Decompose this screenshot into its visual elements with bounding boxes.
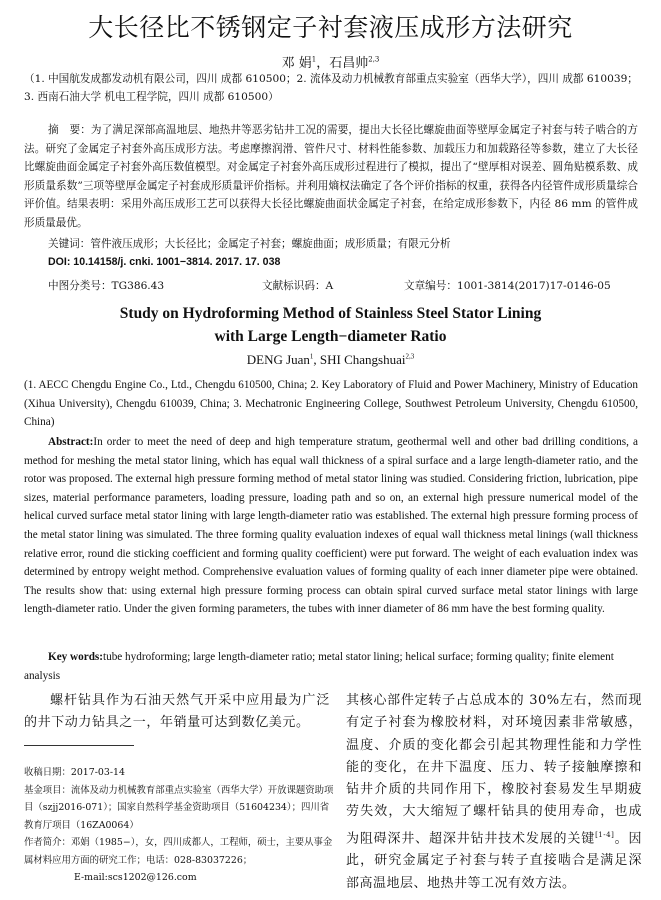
author-2: 石昌帅: [329, 56, 369, 71]
classification-number: 中图分类号：TG386.43: [48, 280, 165, 292]
english-title: [0, 302, 661, 348]
footnote-email: E-mail:scs1202@126.com: [74, 872, 197, 883]
author-2-affil: 2,3: [368, 55, 380, 64]
chinese-abstract-text: 为了满足深部高温地层、地热井等恶劣钻井工况的需要，提出大长径比螺旋曲面等壁厚金属定子衬套与转子啮合的方法。研究了金属定子衬套外高压成形方法。考虑摩擦润滑、管件尺寸、材料性能参数、加载压力和加载路径等参数，建立了大长径比螺旋曲面金属定子衬套外高压数值模型。对金属定子衬套外高压成形过程进行了模拟，提出了“壁厚相对误差、圆角贴模系数、成形质量系数”三项等壁厚金属定子衬套成形质量评价指标。并利用熵权法确定了各个评价指标的权重，获得各内径管件成形质量综合评价值。结果表明：采用外高压成形工艺可以获得大长径比螺旋曲面状金属定子衬套，在给定成形参数下，内径 86 mm 的管件成形质量最优。: [24, 124, 638, 229]
footnote-author-bio: 作者简介：邓娟（1985−），女，四川成都人，工程师，硕士，主要从事金属材料应用方面的研究工作；电话：028-83037226；: [24, 837, 333, 866]
citation-ref: [1-4]: [595, 830, 615, 839]
body-text-right-column: [346, 690, 642, 895]
chinese-keywords-label: 关键词：: [48, 238, 91, 250]
english-abstract-text: In order to meet the need of deep and high temperature stratum, geothermal well and other bad drilling conditions, a method for meshing the metal stator lining, which has equal wall thickness of a spiral surface and a large length-diameter ratio, and the rotor was proposed. The external high pressure forming method of metal stator lining was studied. Considering friction, lubrication, pipe sizes, material performance parameters, loading pressure, loading path and so on, an external high pressure numerical model of the helical curved surface metal stator lining with large length-diameter ratio was established. The external high pressure forming process of the metal stator lining was simulated. The three forming quality evaluation indexes of equal wall thickness metal linings (wall thickness relative error, round die sticking coefficient and forming quality coefficient) were put forward. The weight of each evaluation index was determined by entropy weight method. Comprehensive evaluation values of forming quality of each inner diameter pipe were obtained. The results show that: using external high pressure forming process can obtain spiral curved surface metal stator linings with large length-diameter ratio. Under the given forming parameters, the tubes with inner diameter of 86 mm have the best forming quality.: [24, 436, 638, 616]
english-abstract: [24, 433, 638, 619]
article-number: 文章编号：1001-3814(2017)17-0146-05: [404, 280, 611, 292]
chinese-title: 大长径比不锈钢定子衬套液压成形方法研究: [88, 13, 573, 42]
english-author-1-affil: 1: [309, 352, 314, 361]
body-right-text-2: 。因此，研究金属定子衬套与转子直接啮合是满足深部高温地层、地热井等工况有效方法。: [346, 831, 642, 891]
body-right-text-1: 其核心部件定转子占总成本的 30%左右，然而现有定子衬套为橡胶材料，对环境因素非常敏感，温度、介质的变化都会引起其物理性能和力学性能的变化，在井下温度、压力、转子接触摩擦和钻井介质的共同作用下，橡胶衬套易发生早期疲劳失效，大大缩短了螺杆钻具的使用寿命，也成为阻碍深井、超深井钻井技术发展的关键: [346, 693, 642, 847]
chinese-abstract-label: 摘 要：: [48, 124, 91, 136]
footnote-divider: [24, 745, 134, 746]
footnote-received-date: 收稿日期：2017-03-14: [24, 767, 125, 778]
doi: DOI: 10.14158/j. cnki. 1001−3814. 2017. 17. 038: [48, 256, 281, 268]
english-keywords-label: Key words:: [48, 651, 103, 663]
english-author-2: SHI Changshuai: [319, 352, 406, 367]
chinese-authors: [0, 52, 661, 71]
chinese-keywords-text: 管件液压成形；大长径比；金属定子衬套；螺旋曲面；成形质量；有限元分析: [90, 238, 451, 250]
chinese-abstract: [24, 121, 638, 232]
english-authors: [0, 352, 661, 368]
english-keywords-text: tube hydroforming; large length-diameter ratio; metal stator lining; helical surface; forming quality; finite element analysis: [24, 651, 614, 682]
english-keywords: [24, 648, 638, 685]
english-author-1: DENG Juan: [246, 352, 310, 367]
body-text-left-column: 螺杆钻具作为石油天然气开采中应用最为广泛的井下动力钻具之一，年销量可达到数亿美元。: [24, 693, 330, 730]
author-1-affil: 1: [311, 55, 317, 64]
author-1: 邓 娟: [281, 56, 312, 71]
author-separator: ，: [316, 56, 330, 71]
chinese-affiliation: （1. 中国航发成都发动机有限公司，四川 成都 610500；2. 流体及动力机械教育部重点实验室（西华大学），四川 成都 610039；3. 西南石油大学 机电工程学院，四川 成都 610500）: [24, 73, 638, 103]
footnote-funding: 基金项目：流体及动力机械教育部重点实验室（西华大学）开放课题资助项目（szjj2016-071）；国家自然科学基金资助项目（51604234）；四川省教育厅项目（16ZA0064）: [24, 784, 334, 831]
chinese-keywords: [48, 236, 451, 251]
footnotes: [24, 764, 334, 887]
english-title-line-2: with Large Length−diameter Ratio: [214, 328, 447, 345]
english-author-2-affil: 2,3: [405, 352, 415, 361]
english-affiliation: (1. AECC Chengdu Engine Co., Ltd., Chengdu 610500, China; 2. Key Laboratory of Fluid and Power Machinery, Ministry of Education (Xihua University), Chengdu 610039, China; 3. Mechatronic Engineering College, Southwest Petroleum University, Chengdu 610500, China): [24, 379, 638, 428]
document-code: 文献标识码：A: [262, 280, 334, 292]
english-author-separator: ,: [313, 352, 320, 367]
english-title-line-1: Study on Hydroforming Method of Stainless Steel Stator Lining: [119, 305, 542, 322]
english-abstract-label: Abstract:: [48, 436, 94, 448]
